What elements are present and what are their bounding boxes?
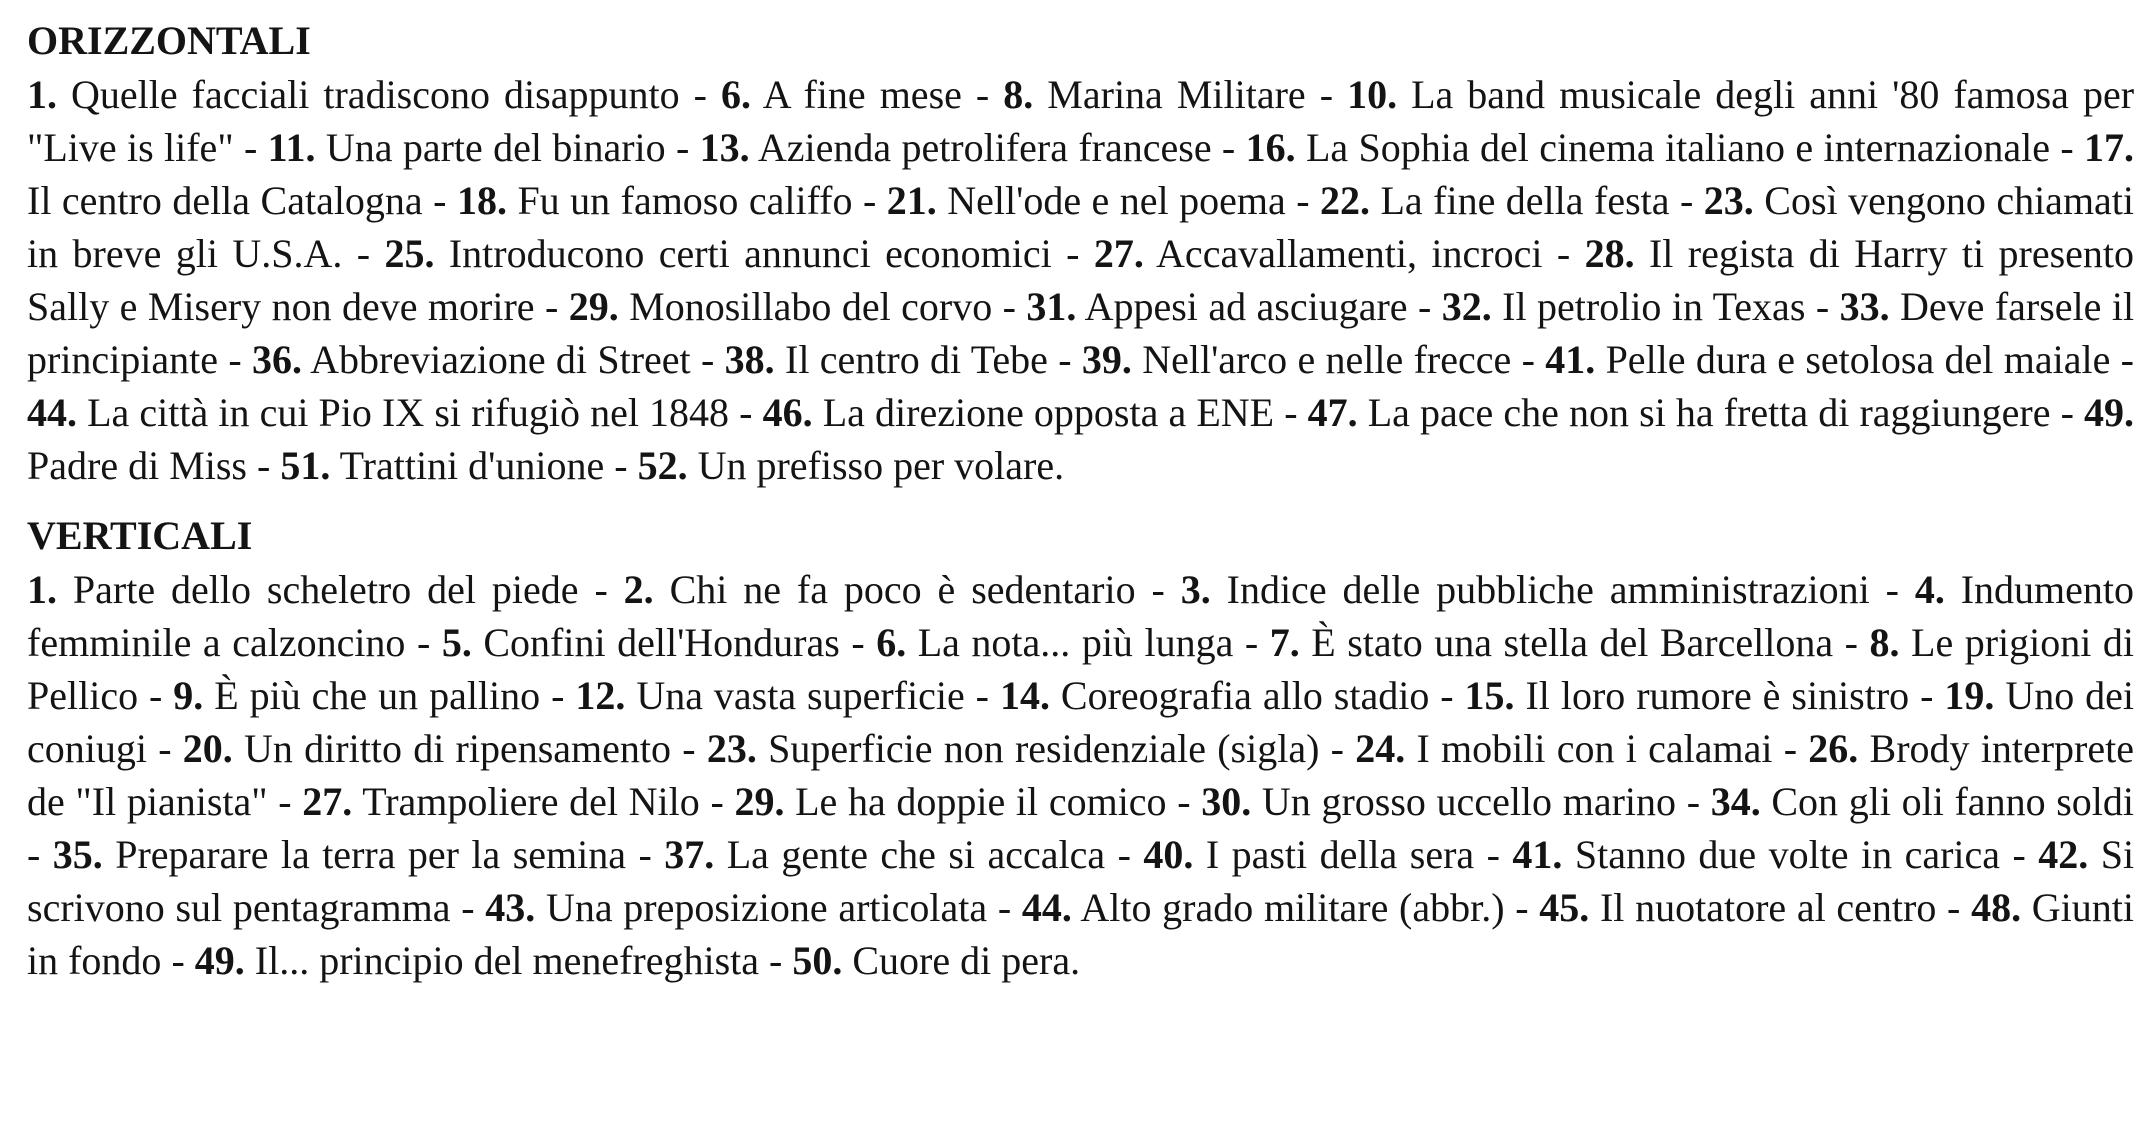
clue-number: 41. bbox=[1545, 337, 1596, 382]
clue-text: La pace che non si ha fretta di raggiungere bbox=[1367, 390, 2051, 435]
clue-number: 48. bbox=[1971, 885, 2022, 930]
clue-text: La città in cui Pio IX si rifugiò nel 1848 bbox=[87, 390, 730, 435]
clue-text: Appesi ad asciugare bbox=[1084, 284, 1408, 329]
clue-number: 23. bbox=[1703, 178, 1754, 223]
clue-text: Coreografia allo stadio bbox=[1060, 673, 1430, 718]
clue-text: Introducono certi annunci economici bbox=[448, 231, 1052, 276]
clue-number: 36. bbox=[252, 337, 303, 382]
clue-number: 27. bbox=[1093, 231, 1144, 276]
clue-number: 44. bbox=[27, 390, 77, 435]
clue-text: Giunti in fondo bbox=[27, 885, 2135, 983]
clue-number: 1. bbox=[27, 72, 57, 117]
clue-number: 12. bbox=[575, 673, 626, 718]
clue-number: 1. bbox=[27, 567, 57, 612]
clue-text: Con gli oli fanno soldi bbox=[1771, 779, 2135, 824]
clue-text: La fine della festa bbox=[1380, 178, 1670, 223]
clue-text: Chi ne fa poco è sedentario bbox=[669, 567, 1136, 612]
clue-text: Una preposizione articolata bbox=[545, 885, 988, 930]
clue-number: 29. bbox=[734, 779, 785, 824]
clue-text: Accavallamenti, incroci bbox=[1156, 231, 1543, 276]
clue-text: Superficie non residenziale (sigla) bbox=[768, 726, 1320, 771]
clue-text: Una vasta superficie bbox=[636, 673, 965, 718]
clue-number: 6. bbox=[720, 72, 751, 117]
clue-text: La direzione opposta a ENE bbox=[822, 390, 1275, 435]
clue-text: È più che un pallino bbox=[214, 673, 541, 718]
clue-number: 37. bbox=[664, 832, 715, 877]
clue-number: 38. bbox=[724, 337, 775, 382]
clue-text: Il regista di Harry ti presento Sally e Misery non deve morire bbox=[27, 231, 2135, 329]
clue-number: 29. bbox=[568, 284, 619, 329]
clue-text: La nota... più lunga bbox=[917, 620, 1234, 665]
clue-number: 22. bbox=[1320, 178, 1370, 223]
clue-text: Il... principio del menefreghista bbox=[254, 938, 760, 983]
clue-list-verticali: 1. Parte dello scheletro del piede - 2. Chi ne fa poco è sedentario - 3. Indice delle pubbliche amministrazioni - 4. Indumento femminile a calzoncino - 5. Confini dell'Honduras - 6. La nota... più lunga - 7. È stato una stella del Barcellona - 8. Le prigioni di Pellico - 9. È più che un pallino - 12. Una vasta superficie - 14. Coreografia allo stadio - 15. Il loro rumore è sinistro - 19. Uno dei coniugi - 20. Un diritto di ripensamento - 23. Superficie non residenziale (sigla) - 24. I mobili con i calamai - 26. Brody interprete de "Il pianista" - 27. Trampoliere del Nilo - 29. Le ha doppie il comico - 30. Un grosso uccello marino - 34. Con gli oli fanno soldi - 35. Preparare la terra per la semina - 37. La gente che si accalca - 40. I pasti della sera - 41. Stanno due volte in carica - 42. Si scrivono sul pentagramma - 43. Una preposizione articolata - 44. Alto grado militare (abbr.) - 45. Il nuotatore al centro - 48. Giunti in fondo - 49. Il... principio del menefreghista - 50. Cuore di pera. bbox=[27, 567, 2135, 983]
clue-number: 41. bbox=[1512, 832, 1563, 877]
clue-text: Il loro rumore è sinistro bbox=[1525, 673, 1910, 718]
clue-text: Le prigioni di Pellico bbox=[27, 620, 2135, 718]
clue-number: 7. bbox=[1269, 620, 1300, 665]
clue-number: 32. bbox=[1441, 284, 1492, 329]
clue-number: 23. bbox=[706, 726, 757, 771]
clue-text: Si scrivono sul pentagramma bbox=[27, 832, 2135, 930]
clue-number: 14. bbox=[999, 673, 1050, 718]
clue-number: 46. bbox=[762, 390, 813, 435]
clue-number: 30. bbox=[1201, 779, 1252, 824]
clue-text: Un prefisso per volare. bbox=[697, 443, 1065, 488]
clue-number: 49. bbox=[194, 938, 245, 983]
clue-number: 33. bbox=[1839, 284, 1890, 329]
clue-text: Quelle facciali tradiscono disappunto bbox=[71, 72, 680, 117]
clue-text: Abbreviazione di Street bbox=[310, 337, 691, 382]
clue-number: 28. bbox=[1584, 231, 1635, 276]
clue-number: 8. bbox=[1003, 72, 1034, 117]
clue-number: 24. bbox=[1355, 726, 1406, 771]
clue-number: 40. bbox=[1143, 832, 1194, 877]
horizontal-clues-section bbox=[27, 14, 2134, 492]
clue-text: Nell'ode e nel poema bbox=[947, 178, 1286, 223]
clue-number: 19. bbox=[1944, 673, 1995, 718]
clue-number: 6. bbox=[876, 620, 907, 665]
clue-text: Brody interprete de "Il pianista" bbox=[27, 726, 2135, 824]
clue-text: È stato una stella del Barcellona bbox=[1311, 620, 1834, 665]
clue-number: 44. bbox=[1021, 885, 1072, 930]
clue-text: Trattini d'unione bbox=[339, 443, 605, 488]
clue-text: Monosillabo del corvo bbox=[629, 284, 993, 329]
clue-text: Fu un famoso califfo bbox=[517, 178, 853, 223]
clue-number: 4. bbox=[1914, 567, 1945, 612]
clue-list-orizzontali: 1. Quelle facciali tradiscono disappunto - 6. A fine mese - 8. Marina Militare - 10. La band musicale degli anni '80 famosa per "Live is life" - 11. Una parte del binario - 13. Azienda petrolifera francese - 16. La Sophia del cinema italiano e internazionale - 17. Il centro della Catalogna - 18. Fu un famoso califfo - 21. Nell'ode e nel poema - 22. La fine della festa - 23. Così vengono chiamati in breve gli U.S.A. - 25. Introducono certi annunci economici - 27. Accavallamenti, incroci - 28. Il regista di Harry ti presento Sally e Misery non deve morire - 29. Monosillabo del corvo - 31. Appesi ad asciugare - 32. Il petrolio in Texas - 33. Deve farsele il principiante - 36. Abbreviazione di Street - 38. Il centro di Tebe - 39. Nell'arco e nelle frecce - 41. Pelle dura e setolosa del maiale - 44. La città in cui Pio IX si rifugiò nel 1848 - 46. La direzione opposta a ENE - 47. La pace che non si ha fretta di raggiungere - 49. Padre di Miss - 51. Trattini d'unione - 52. Un prefisso per volare. bbox=[27, 72, 2135, 488]
clue-number: 50. bbox=[792, 938, 843, 983]
clue-text: Così vengono chiamati in breve gli U.S.A. bbox=[27, 178, 2135, 276]
clue-text: Deve farsele il principiante bbox=[27, 284, 2135, 382]
clue-text: La gente che si accalca bbox=[726, 832, 1106, 877]
clue-number: 31. bbox=[1026, 284, 1077, 329]
clue-text: Indice delle pubbliche amministrazioni bbox=[1226, 567, 1870, 612]
clue-text: Alto grado militare (abbr.) bbox=[1080, 885, 1505, 930]
clue-text: Il nuotatore al centro bbox=[1599, 885, 1937, 930]
clue-number: 47. bbox=[1307, 390, 1358, 435]
clue-text: Il petrolio in Texas bbox=[1502, 284, 1806, 329]
clue-text: Trampoliere del Nilo bbox=[362, 779, 700, 824]
clue-text: Pelle dura e setolosa del maiale bbox=[1605, 337, 2111, 382]
clue-text: Parte dello scheletro del piede bbox=[72, 567, 579, 612]
clue-text: I mobili con i calamai bbox=[1416, 726, 1773, 771]
clue-text: Le ha doppie il comico bbox=[795, 779, 1167, 824]
clue-text: Azienda petrolifera francese bbox=[757, 125, 1212, 170]
clue-number: 35. bbox=[52, 832, 103, 877]
clue-number: 34. bbox=[1710, 779, 1761, 824]
clue-number: 18. bbox=[456, 178, 507, 223]
clue-number: 45. bbox=[1539, 885, 1590, 930]
clue-text: Marina Militare bbox=[1047, 72, 1306, 117]
section-title-verticali: VERTICALI bbox=[27, 513, 253, 558]
clue-text: Il centro di Tebe bbox=[785, 337, 1048, 382]
clue-number: 42. bbox=[2038, 832, 2089, 877]
vertical-clues-section bbox=[27, 509, 2134, 987]
clue-text: Confini dell'Honduras bbox=[483, 620, 840, 665]
section-title-orizzontali: ORIZZONTALI bbox=[27, 18, 311, 63]
clue-text: Il centro della Catalogna bbox=[27, 178, 423, 223]
clue-number: 26. bbox=[1808, 726, 1859, 771]
clue-text: Un grosso uccello marino bbox=[1261, 779, 1677, 824]
clue-number: 15. bbox=[1464, 673, 1515, 718]
clue-number: 20. bbox=[182, 726, 233, 771]
clue-number: 43. bbox=[485, 885, 536, 930]
clue-text: Indumento femminile a calzoncino bbox=[27, 567, 2135, 665]
clue-number: 2. bbox=[623, 567, 654, 612]
clue-text: La Sophia del cinema italiano e internazionale bbox=[1305, 125, 2050, 170]
clue-number: 51. bbox=[280, 443, 331, 488]
clue-number: 8. bbox=[1869, 620, 1900, 665]
clue-text: Uno dei coniugi bbox=[27, 673, 2135, 771]
clue-number: 25. bbox=[384, 231, 435, 276]
clue-number: 39. bbox=[1081, 337, 1132, 382]
clue-number: 13. bbox=[699, 125, 750, 170]
clue-number: 10. bbox=[1347, 72, 1398, 117]
clue-number: 21. bbox=[886, 178, 937, 223]
clue-text: Stanno due volte in carica bbox=[1574, 832, 2001, 877]
clue-number: 52. bbox=[637, 443, 688, 488]
clue-text: I pasti della sera bbox=[1205, 832, 1475, 877]
clue-text: Cuore di pera. bbox=[852, 938, 1081, 983]
clue-number: 9. bbox=[173, 673, 204, 718]
clue-number: 49. bbox=[2084, 390, 2135, 435]
clue-text: La band musicale degli anni '80 famosa per "Live is life" bbox=[27, 72, 2135, 170]
clue-number: 3. bbox=[1180, 567, 1211, 612]
clue-text: Un diritto di ripensamento bbox=[244, 726, 672, 771]
clue-text: Padre di Miss bbox=[27, 443, 247, 488]
clue-number: 27. bbox=[302, 779, 353, 824]
clue-number: 11. bbox=[267, 125, 316, 170]
clue-number: 5. bbox=[441, 620, 472, 665]
clue-number: 17. bbox=[2084, 125, 2135, 170]
clue-text: Una parte del binario bbox=[325, 125, 666, 170]
clue-text: Preparare la terra per la semina bbox=[115, 832, 627, 877]
clue-text: A fine mese bbox=[762, 72, 962, 117]
clue-text: Nell'arco e nelle frecce bbox=[1142, 337, 1512, 382]
clue-number: 16. bbox=[1245, 125, 1296, 170]
